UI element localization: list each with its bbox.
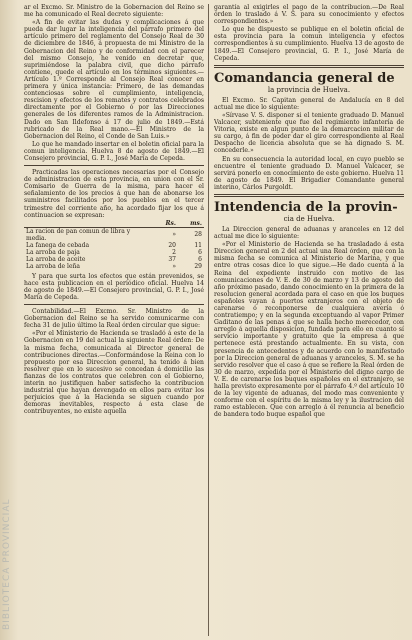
table-cell: 11 <box>194 241 202 249</box>
watermark-stamp <box>2 380 16 630</box>
paragraph: «Sírvase V. S. disponer si el teniente graduado D. Manuel Valcacer, subteniente que fue del regimiento infantería de Vitoria, existe en algun punto de la demarcacion militar de su cargo, á fin de poder dar el giro correspondiente al Real Despacho de licencia absoluta que se ha dignado S. M. concederle.» <box>214 111 404 155</box>
price-table <box>24 220 204 270</box>
section-subtitle-intendencia: cia de Huelva. <box>283 214 335 223</box>
column-divider <box>208 4 209 636</box>
paragraph: Lo que he mandado insertar en el boletin oficial para la comun inteligencia. Huelva 8 de agosto de 1849.—El Consejero provincial, G. P. I., José María de Cepeda. <box>24 140 204 162</box>
table-cell: 37 <box>168 255 176 263</box>
table-header <box>24 220 152 228</box>
section-rule <box>214 194 404 197</box>
paragraph: En su consecuencia la autoridad local, en cuyo pueblo se encuentre el teniente graduado D. Manuel Valcacer, se servirá ponerlo en conocimiento de este gobierno. Huelva 11 de agosto de 1849. El Brigadier Comandante general interino, Cárlos Purgoldt. <box>214 155 404 191</box>
table-cell: La arroba de leña <box>26 262 80 270</box>
table-row <box>24 227 204 242</box>
paragraph: El Excmo. Sr. Capitan general de Andalucía en 8 del actual me dice lo siguiente: <box>214 96 404 111</box>
section-title-intendencia: Intendencia de la provin- <box>214 199 398 215</box>
table-cell: 6 <box>198 248 202 256</box>
right-column <box>214 4 404 636</box>
paragraph: Practicadas las operaciones necesarias por el Consejo de administracion de esta provincia, en union con el Sr. Comisario de Guerra de la misma, para hacer el señalamiento de los precios á que han de abonarse los suministros facilitados por los pueblos en el tercer trimestre del corriente año, ha acordado fijar los que á continuacion se expresan: <box>24 169 204 219</box>
table-cell: La fanega de cebada <box>26 241 90 249</box>
paragraph: garantía al exigirles el pago de la contribucion.—De Real órden lo traslado á V. S. para su conocimiento y efectos correspondientes.» <box>214 4 404 26</box>
table-cell: 29 <box>194 262 202 270</box>
table-cell: La racion de pan comun de libra y media. <box>26 227 131 242</box>
table-row <box>24 242 204 249</box>
table-cell: 20 <box>168 241 176 249</box>
table-cell: » <box>172 262 176 270</box>
section-subtitle-comandancia: la provincia de Huelva. <box>267 85 351 94</box>
section-rule <box>24 165 204 166</box>
table-cell: 2 <box>172 248 176 256</box>
table-row <box>24 249 204 256</box>
paragraph: ar el Excmo. Sr. Ministro de la Gobernacion del Reino se me ha comunicado el Real decreto siguiente: <box>24 4 204 19</box>
paragraph: «Por el Ministerio de Hacienda se trasladó á este de la Gobernacion en 19 del actual la siguiente Real órden: De la misma fecha, comunicada al Director general de contribuciones directas.—Conformándose la Reina con lo propuesto por esa Direccion general, ha tenido á bien resolver que en lo sucesivo se concedan á domicilio las fianzas de los contratos que celebren con el Gobierno, interin no justifiquen haber satisfecho la contribucion industrial que hayan devengado en ellos para evitar los perjuicios que á la Hacienda se siguen cuando por demoras inevitables, respecto á esta clase de contribuyentes, no existe aquella <box>24 330 204 416</box>
table-header: ms. <box>178 220 204 228</box>
table-cell: » <box>172 231 176 239</box>
table-cell: 28 <box>194 231 202 239</box>
left-column <box>24 4 204 636</box>
section-rule <box>24 304 204 305</box>
paragraph: «Por el Ministerio de Hacienda se ha trasladado á esta Direccion general en 2 del actual una Real órden, que con la misma fecha se comunica al Ministerio de Marina, y que entre otras cosas dice lo que sigue.—He dado cuenta á la Reina del expediente instruido con motivo de las comunicaciones de V. E. de 30 de marzo y 13 de agosto del año próximo pasado, dando conocimiento en la primera de la resolucion general acordada para el caso en que los buques españoles vayan á puertos extranjeros con el objeto de carenarse ó reconponerse de cualquiera avería ó contratiempo; y en la segunda exceptuando al vapor Primer Gaditano de las penas á que se halla hecho merecedor, con arreglo á aquella disposicion, fundada para ello en cuanto sí servicio importante y gratuito que la empresa á que pertenece está prestando actualmente. En su vista, con presencia de antecedentes y de acuerdo con lo manifestado por la Direccion general de aduanas y aranceles, S. M. se ha servido resolver que el caso á que se refiere la Real órden de 30 de marzo, expedida por el Ministerio del digno cargo de V. E. de carenarse los buques españoles en el extranjero, se halla previsto expresamente por el párrafo 4.º del artículo 10 de la ley vigente de aduanas, del modo mas conveniente y conforme con el espíritu de la misma ley y la ilustracion del ramo establecen. Que con arreglo á él renuncia al beneficio de bandera todo buque español que <box>214 241 404 419</box>
table-cell: La arroba de paja <box>26 248 80 256</box>
table-header-row <box>24 220 204 228</box>
table-row <box>24 256 204 263</box>
table-cell: La arroba de aceite <box>26 255 86 263</box>
section-rule <box>214 65 404 68</box>
paragraph: La Direccion general de aduanas y aranceles en 12 del actual me dice lo siguiente: <box>214 225 404 241</box>
section-title-comandancia: Comandancia general de <box>214 70 395 86</box>
table-row <box>24 263 204 270</box>
paragraph: Lo que he dispuesto se publique en el boletin oficial de esta provincia para la comun inteligencia y efectos correspondientes á su cumplimiento. Huelva 13 de agosto de 1849.—El Consejero provincial, G. P. I., José María de Cepeda. <box>214 26 404 62</box>
watermark-text: BIBLIOTECA PROVINCIAL <box>2 498 12 630</box>
paragraph: Contabilidad.—El Excmo. Sr. Ministro de la Gobernacion del Reino se ha servido comunicarme con fecha 31 de julio último la Real órden circular que sigue: <box>24 308 204 330</box>
table-cell: 6 <box>198 255 202 263</box>
paragraph: Y para que surta los efectos que están prevenidos, se hace esta publicacion en el periódico oficial. Huelva 14 de agosto de 1849.—El Consejero provincial, G. P. I., José María de Cepeda. <box>24 272 204 301</box>
table-header: Rs. <box>152 220 178 228</box>
paragraph: «A fin de evitar las dudas y complicaciones á que pueda dar lugar la inteligencia del párrafo primero del artículo primero del reglamento del Consejo Real de 30 de diciembre de 1846, á propuesta de mi Ministro de la Gobernacion del Reino y de conformidad con el parecer del mismo Consejo, he venido en decretar que, suprimiéndose la palabra civil, que dicho párrafo contiene, quede el artículo en los términos siguientes.—Artículo 1.º Corresponde al Consejo Real conocer en primera y única instancia: Primero, de las demandas contenciosas sobre el cumplimiento, inteligencia, rescision y efectos de los remates y contratos celebrados directamente por el Gobierno ó por las Direcciones generales de los diferentes ramos de la Administracion. Dado en San Ildefonso á 17 de julio de 1849.—Está rubricado de la Real mano.—El Ministro de la Gobernacion del Reino, el Conde de San Luis.» <box>24 19 204 140</box>
